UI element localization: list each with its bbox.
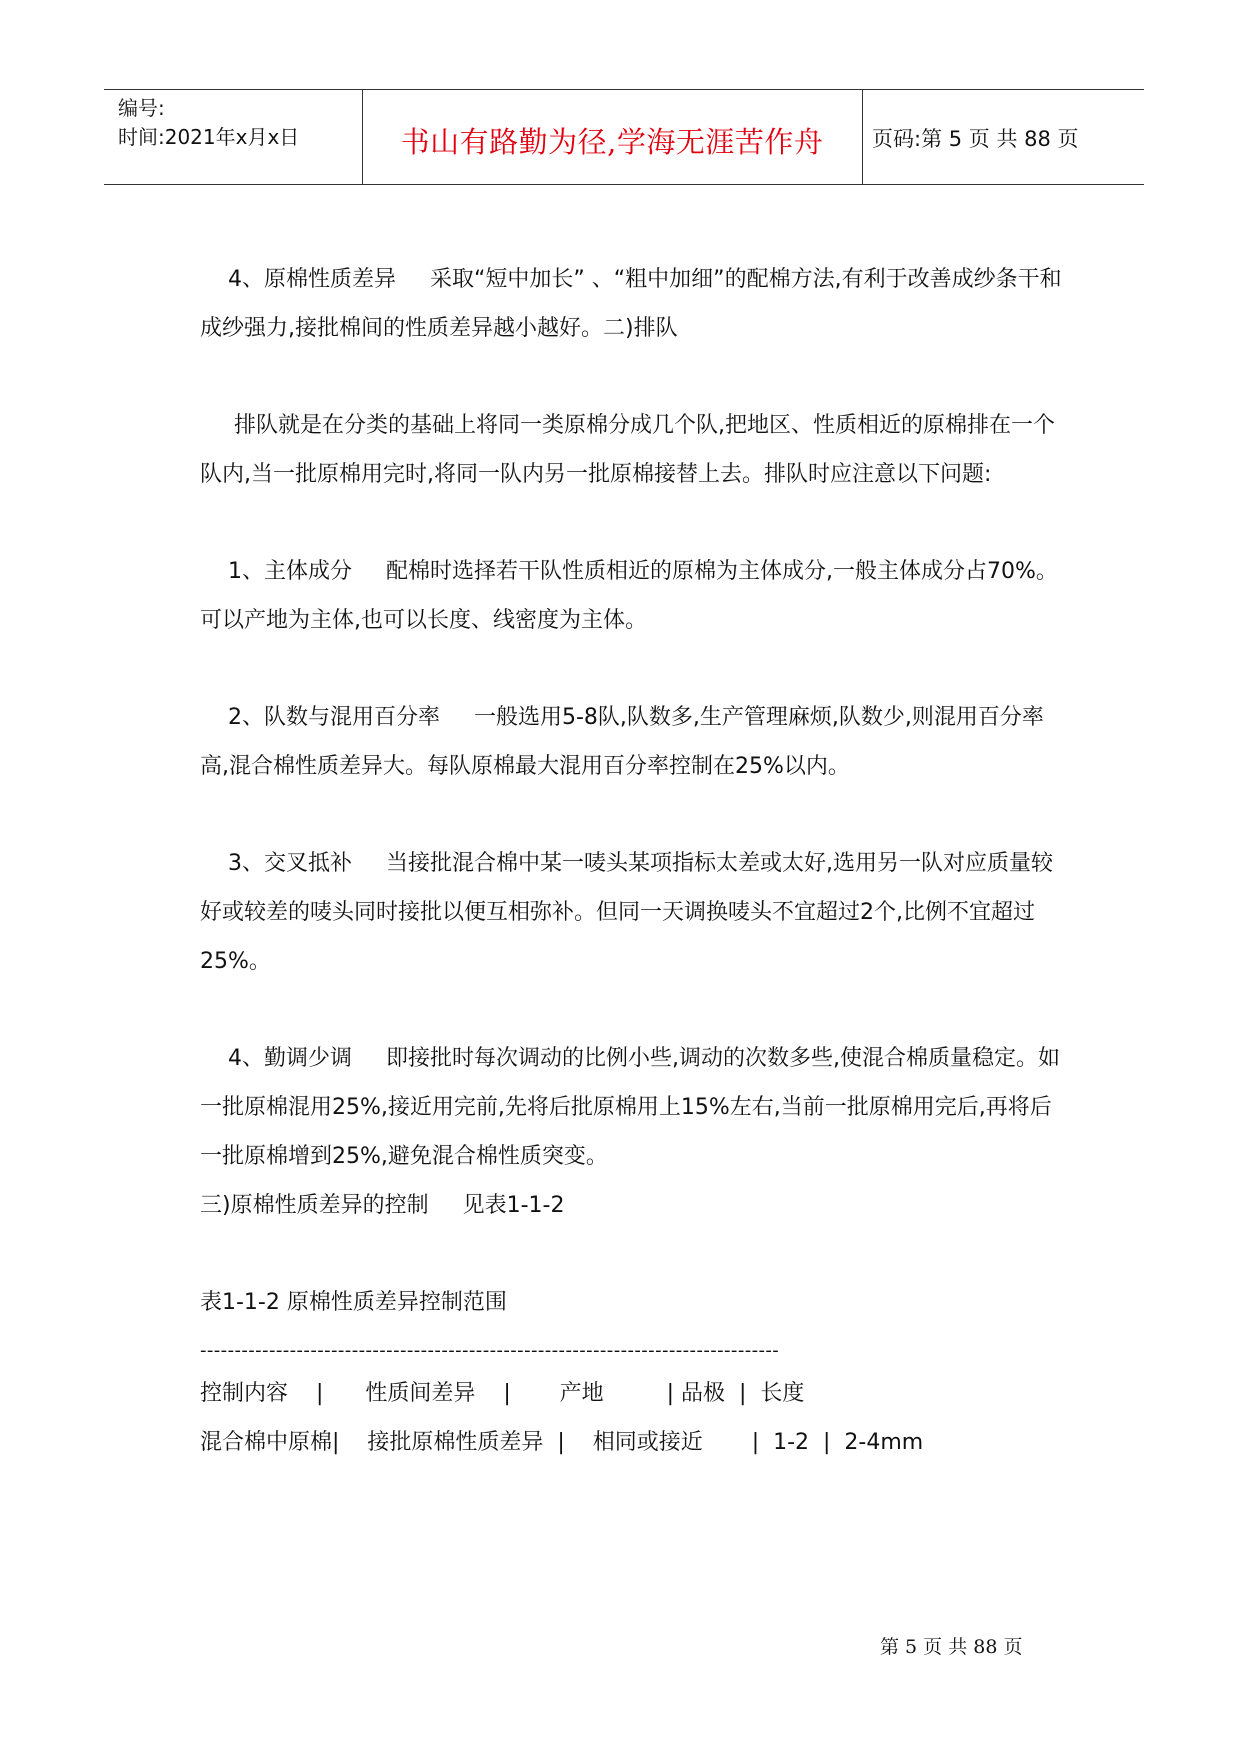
table-title: 表1-1-2 原棉性质差异控制范围 <box>200 1290 507 1315</box>
paragraph-5-lead: 3、交叉抵补 <box>228 851 352 876</box>
header-left-cell <box>118 94 299 152</box>
paragraph-3-lead: 1、主体成分 <box>228 559 352 584</box>
header-page-label: 页码:第 5 页 共 88 页 <box>872 127 1079 151</box>
paragraph-6-lead: 4、勤调少调 <box>228 1046 352 1071</box>
paragraph-5-text: 当接批混合棉中某一唛头某项指标太差或太好,选用另一队对应质量较好或较差的唛头同时接批以便互相弥补。但同一天调换唛头不宜超过2个,比例不宜超过25%。 <box>200 851 1053 974</box>
page-header <box>104 89 1144 185</box>
paragraph-4-text: 一般选用5-8队,队数多,生产管理麻烦,队数少,则混用百分率高,混合棉性质差异大。每队原棉最大混用百分率控制在25%以内。 <box>200 705 1044 779</box>
paragraph-6-text: 即接批时每次调动的比例小些,调动的次数多些,使混合棉质量稳定。如一批原棉混用25%,接近用完前,先将后批原棉用上15%左右,当前一批原棉用完后,再将后一批原棉增到25%,避免混合棉性质突变。 <box>200 1046 1060 1169</box>
table-header-row: 控制内容 | 性质间差异 | 产地 | 品极 | 长度 <box>200 1381 805 1406</box>
table-row: 混合棉中原棉| 接批原棉性质差异 | 相同或接近 | 1-2 | 2-4mm <box>200 1430 924 1455</box>
header-motto: 书山有路勤为径,学海无涯苦作舟 <box>400 125 824 159</box>
paragraph-3-text: 配棉时选择若干队性质相近的原棉为主体成分,一般主体成分占70%。可以产地为主体,也可以长度、线密度为主体。 <box>200 559 1058 633</box>
section-heading-3-ref: 见表1-1-2 <box>462 1193 565 1218</box>
paragraph-6 <box>200 1034 1062 1181</box>
section-heading-3 <box>200 1181 1062 1230</box>
section-heading-3-lead: 三)原棉性质差异的控制 <box>200 1193 429 1218</box>
page-footer: 第 5 页 共 88 页 <box>880 1636 1023 1658</box>
document-body <box>200 255 1062 1467</box>
paragraph-3 <box>200 547 1062 645</box>
paragraph-1-text: 采取“短中加长” 、“粗中加细”的配棉方法,有利于改善成纱条干和成纱强力,接批棉间的性质差异越小越好。二)排队 <box>200 267 1062 341</box>
paragraph-5 <box>200 839 1062 986</box>
paragraph-4 <box>200 693 1062 791</box>
paragraph-4-lead: 2、队数与混用百分率 <box>228 705 440 730</box>
paragraph-1-lead: 4、原棉性质差异 <box>228 267 396 292</box>
paragraph-1 <box>200 255 1062 353</box>
header-divider-right <box>862 90 863 184</box>
table-divider: ------------------------------------------------------------------------------------ <box>200 1340 780 1361</box>
paragraph-2 <box>200 401 1062 499</box>
paragraph-2-text: 排队就是在分类的基础上将同一类原棉分成几个队,把地区、性质相近的原棉排在一个队内,当一批原棉用完时,将同一队内另一批原棉接替上去。排队时应注意以下问题: <box>200 413 1055 487</box>
date-label: 时间:2021年x月x日 <box>118 125 300 149</box>
serial-label: 编号: <box>118 96 165 120</box>
